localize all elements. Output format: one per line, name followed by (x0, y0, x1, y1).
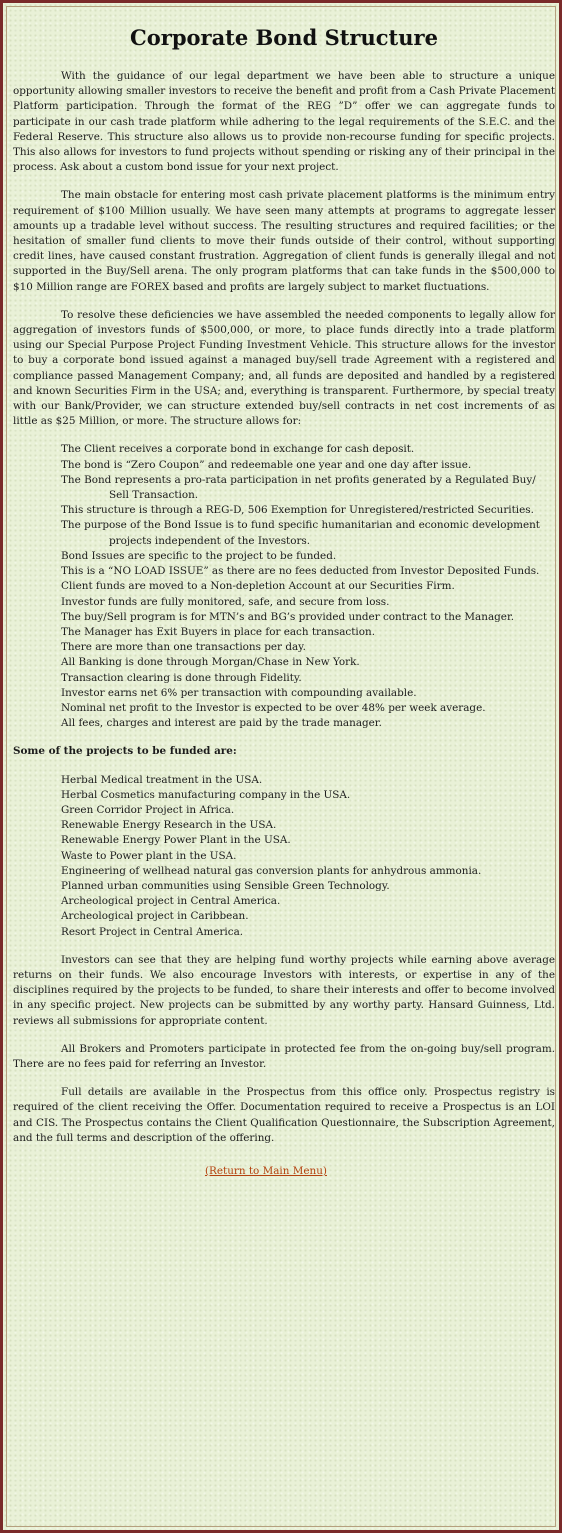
project-item: Engineering of wellhead natural gas conversion plants for anhydrous ammonia. (61, 864, 482, 877)
project-item: Renewable Energy Research in the USA. (61, 819, 277, 832)
list-item: Investor earns net 6% per transaction with compounding available. (61, 686, 417, 699)
projects-heading: Some of the projects to be funded are: (13, 745, 237, 758)
list-item: All fees, charges and interest are paid by the trade manager. (61, 717, 382, 730)
list-item: Transaction clearing is done through Fidelity. (61, 671, 302, 684)
list-item: All Banking is done through Morgan/Chase in New York. (61, 656, 360, 669)
list-item: The bond is “Zero Coupon” and redeemable one year and one day after issue. (61, 458, 472, 471)
list-item: This is a “NO LOAD ISSUE” as there are no fees deducted from Investor Deposited Funds. (61, 565, 540, 578)
list-item: Client funds are moved to a Non-depletion Account at our Securities Firm. (61, 580, 455, 593)
return-link-container (13, 1164, 555, 1179)
list-item: There are more than one transactions per day. (61, 641, 306, 654)
closing-paragraph-1: Investors can see that they are helping fund worthy projects while earning above average returns on their funds. We also encourage Investors with interests, or expertise in any of the disciplines required by the projects to be funded, to share their interests and offer to become involved in any specific project. New projects can be submitted by any worthy party. Hansard Guinness, Ltd. reviews all submissions for appropriate content. (13, 953, 555, 1027)
project-item: Waste to Power plant in the USA. (61, 849, 237, 862)
return-to-main-menu-link[interactable]: (Return to Main Menu) (205, 1165, 327, 1177)
project-item: Planned urban communities using Sensible Green Technology. (61, 879, 390, 892)
structure-list (13, 442, 555, 731)
projects-list (13, 773, 555, 940)
list-item: The Bond represents a pro-rata participation in net profits generated by a Regulated Buy/ Sell Transaction. (61, 473, 536, 502)
list-item: The buy/Sell program is for MTN’s and BG’s provided under contract to the Manager. (61, 610, 515, 623)
intro-paragraph-2: The main obstacle for entering most cash private placement platforms is the minimum entry requirement of $100 Million usually. We have seen many attempts at programs to aggregate lesser amounts up a tradable level without success. The resulting structures and required facilities; or the hesitation of smaller fund clients to move their funds outside of their control, without supporting credit lines, have caused constant frustration. Aggregation of client funds is generally illegal and not supported in the Buy/Sell arena. The only program platforms that can take funds in the $500,000 to $10 Million range are FOREX based and profits are largely subject to market fluctuations. (13, 189, 555, 293)
list-item: Investor funds are fully monitored, safe, and secure from loss. (61, 595, 390, 608)
project-item: Archeological project in Central America. (61, 895, 281, 908)
list-item: Nominal net profit to the Investor is expected to be over 48% per week average. (61, 701, 486, 714)
project-item: Green Corridor Project in Africa. (61, 803, 235, 816)
closing-paragraph-2: All Brokers and Promoters participate in protected fee from the on-going buy/sell program. There are no fees paid for referring an Investor. (13, 1042, 555, 1070)
list-item: The Client receives a corporate bond in exchange for cash deposit. (61, 443, 415, 456)
intro-paragraph-1: With the guidance of our legal department we have been able to structure a unique opportunity allowing smaller investors to receive the benefit and profit from a Cash Private Placement Platform participation. Through the format of the REG ”D” offer we can aggregate funds to participate in our cash trade platform while adhering to the legal requirements of the S.E.C. and the Federal Reserve. This structure also allows us to provide non-recourse funding for specific projects. This also allows for investors to fund projects without spending or risking any of their principal in the process. Ask about a custom bond issue for your next project. (13, 70, 555, 174)
list-item: The purpose of the Bond Issue is to fund specific humanitarian and economic development projects independent of the Investors. (61, 519, 540, 547)
project-item: Herbal Medical treatment in the USA. (61, 773, 263, 786)
list-item: The Manager has Exit Buyers in place for each transaction. (61, 625, 375, 638)
project-item: Herbal Cosmetics manufacturing company in the USA. (61, 788, 351, 801)
list-item: Bond Issues are specific to the project to be funded. (61, 549, 337, 562)
project-item: Renewable Energy Power Plant in the USA. (61, 834, 291, 847)
list-item: This structure is through a REG-D, 506 Exemption for Unregistered/restricted Securities. (61, 504, 534, 517)
page-title: Corporate Bond Structure (130, 25, 438, 50)
document-body (13, 25, 555, 1179)
project-item: Archeological project in Caribbean. (61, 910, 249, 923)
intro-paragraph-3: To resolve these deficiencies we have assembled the needed components to legally allow for aggregation of investors funds of $500,000, or more, to place funds directly into a trade platform using our Special Purpose Project Funding Investment Vehicle. This structure allows for the investor to buy a corporate bond issued against a managed buy/sell trade Agreement with a registered and compliance passed Management Company; and, all funds are deposited and handled by a registered and known Securities Firm in the USA; and, everything is transparent. Furthermore, by special treaty with our Bank/Provider, we can structure extended buy/sell contracts in net cost increments of as little as $25 Million, or more. The structure allows for: (13, 308, 555, 428)
closing-paragraph-3: Full details are available in the Prospectus from this office only. Prospectus registry is required of the client receiving the Offer. Documentation required to receive a Prospectus is an LOI and CIS. The Prospectus contains the Client Qualification Questionnaire, the Subscription Agreement, and the full terms and description of the offering. (13, 1086, 555, 1144)
project-item: Resort Project in Central America. (61, 925, 244, 938)
